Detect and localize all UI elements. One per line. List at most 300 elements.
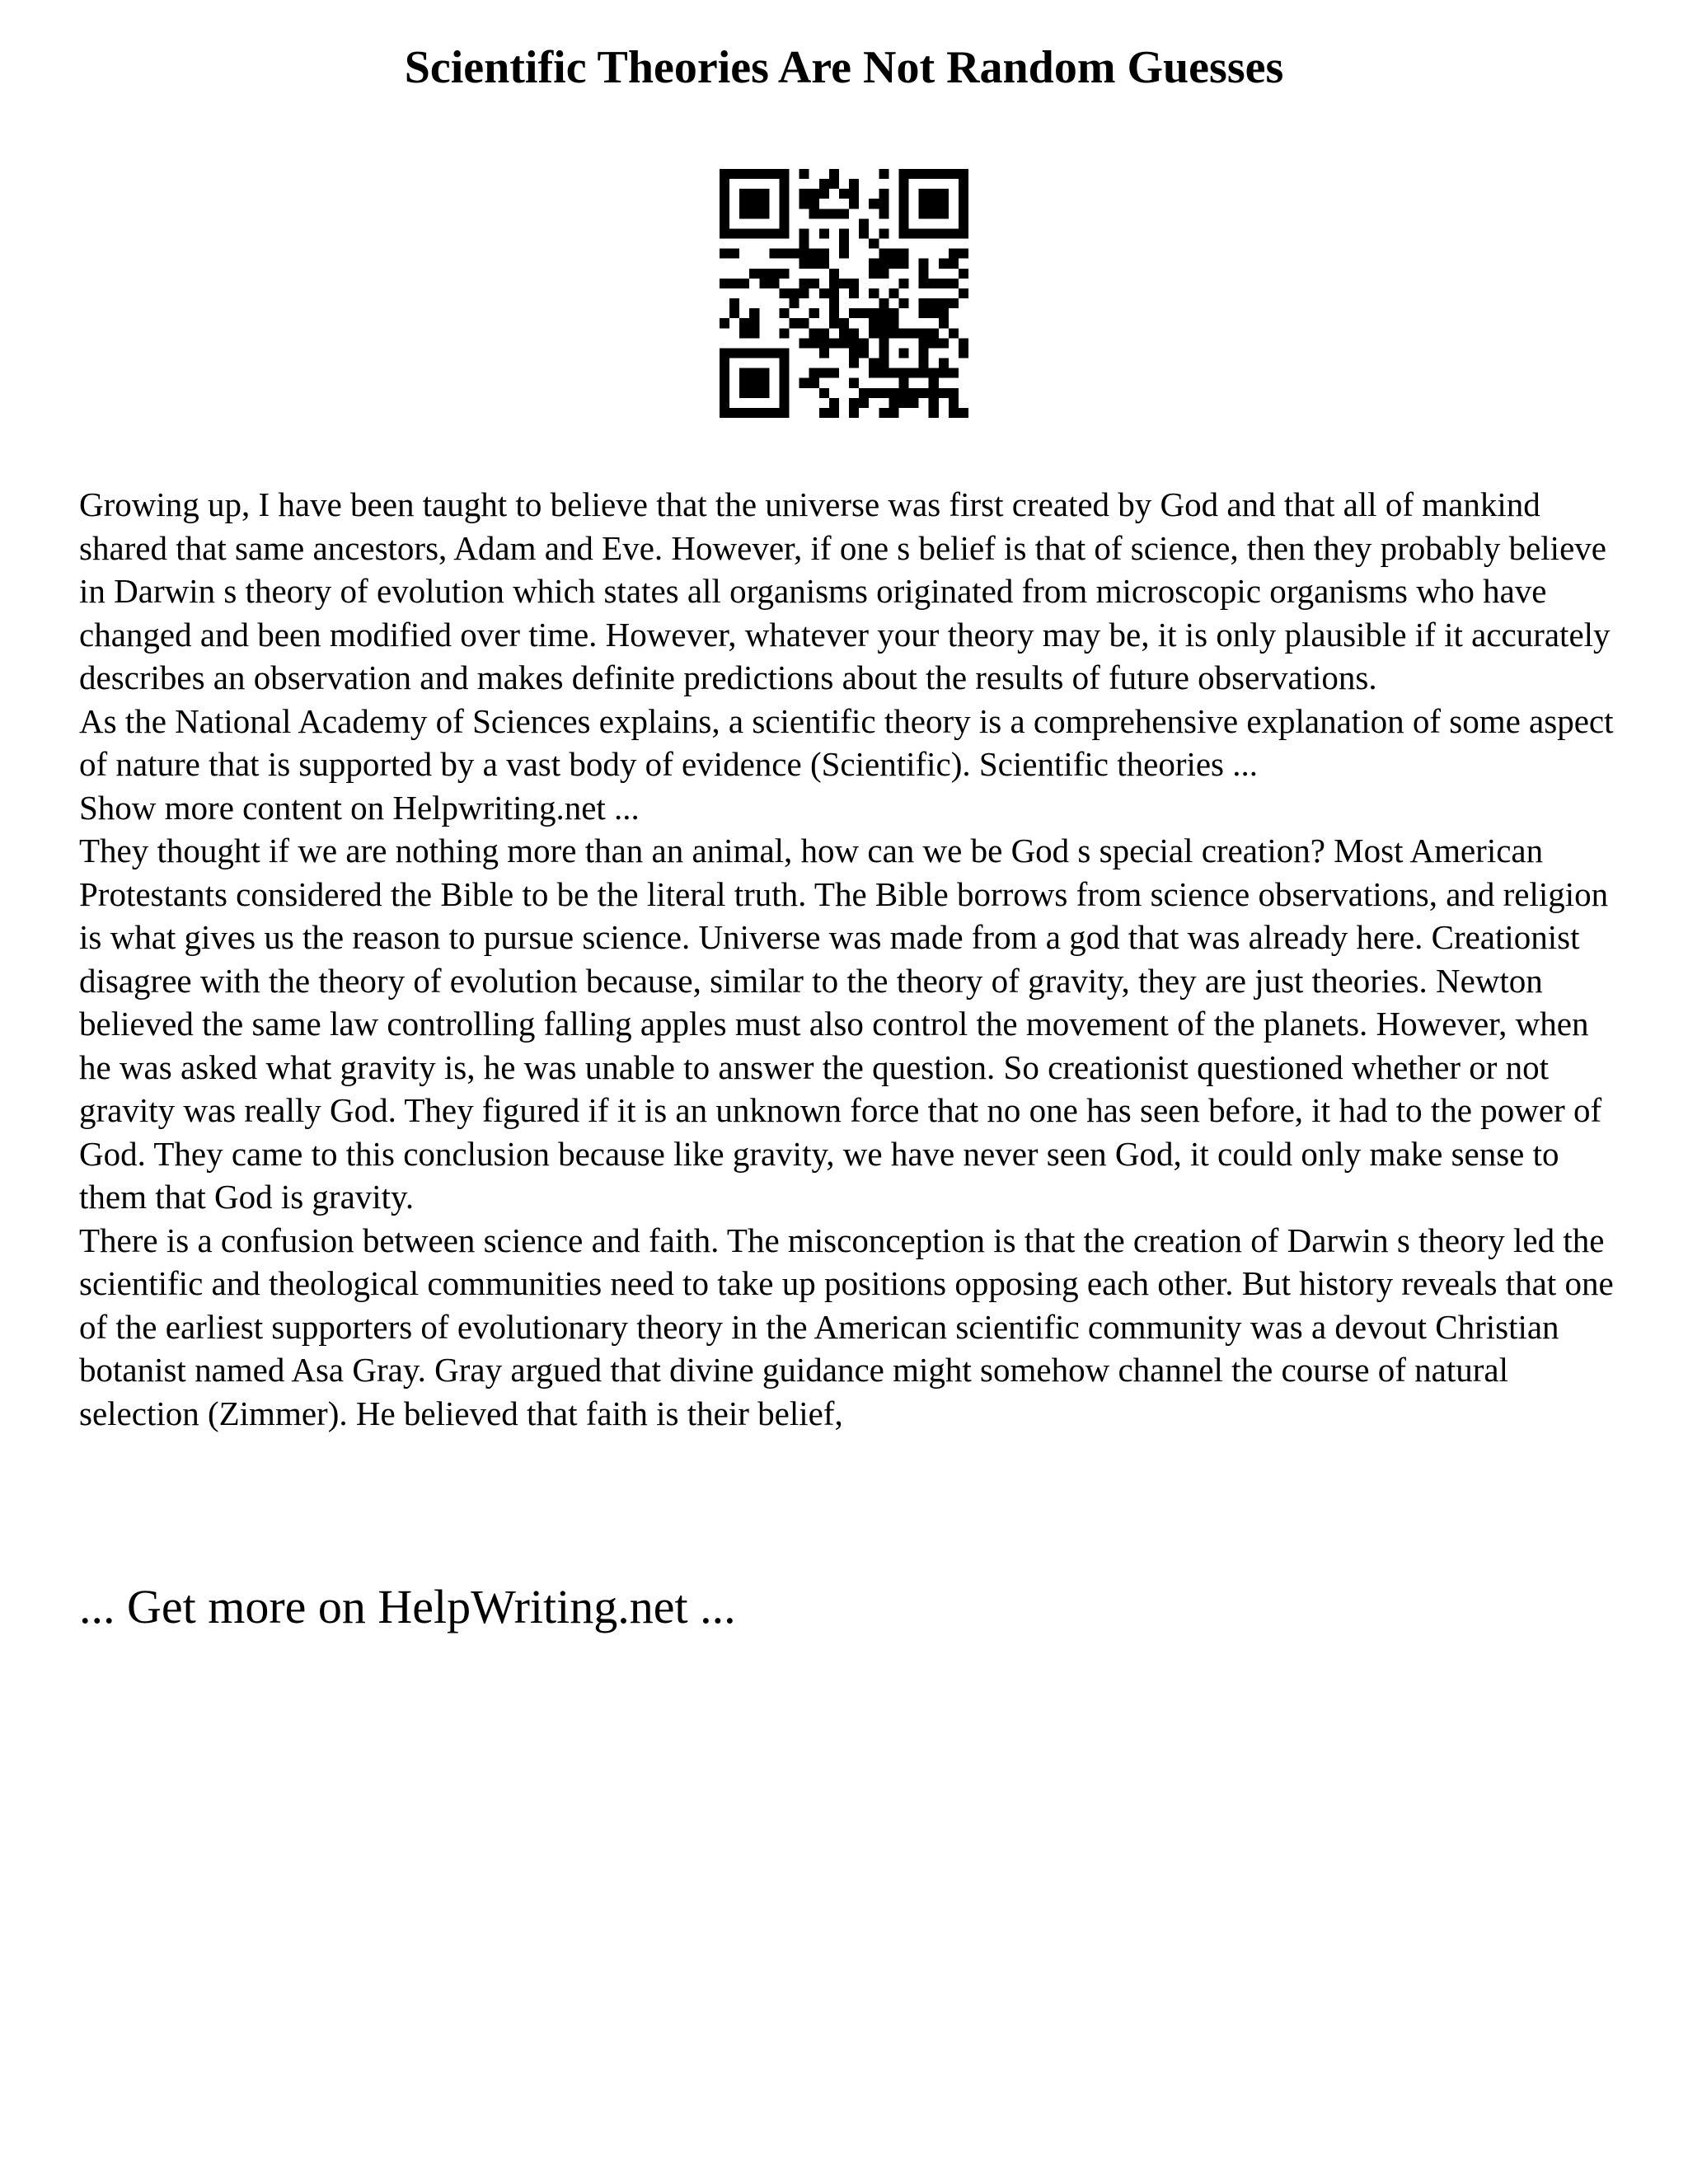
qr-module [939, 259, 949, 269]
qr-module [749, 388, 759, 398]
qr-module [779, 179, 789, 189]
qr-module [729, 298, 739, 308]
qr-module [879, 359, 889, 368]
qr-module [729, 348, 739, 358]
qr-module [819, 388, 829, 398]
qr-module [720, 249, 729, 259]
paragraph: Growing up, I have been taught to believe that the universe was first created by God and that all of mankind shared that same ancestors, Adam and Eve. However, if one s belief is that of science, then they probably believe in Darwin s theory of evolution which states all organisms originated from microscopic organisms who have changed and been modified over time. However, whatever your theory may be, it is only plausible if it accurately describes an observation and makes definite predictions about the results of future observations. [79, 485, 1611, 696]
page-title: Scientific Theories Are Not Random Guesses [404, 42, 1284, 93]
qr-module [779, 169, 789, 179]
qr-module [898, 348, 908, 358]
qr-module [889, 308, 898, 318]
qr-module [929, 169, 939, 179]
qr-module [939, 308, 949, 318]
qr-module [819, 249, 829, 259]
qr-module [779, 209, 789, 218]
qr-module [949, 368, 959, 378]
qr-module [859, 308, 869, 318]
qr-module [779, 308, 789, 318]
qr-module [879, 298, 889, 308]
qr-module [959, 269, 968, 279]
qr-module [839, 249, 849, 259]
qr-module [898, 368, 908, 378]
qr-module [829, 209, 839, 218]
qr-module [859, 338, 869, 348]
qr-module [889, 408, 898, 418]
qr-module [898, 179, 908, 189]
qr-module [879, 249, 889, 259]
qr-module [939, 279, 949, 288]
qr-module [919, 368, 929, 378]
qr-module [839, 318, 849, 328]
qr-module [919, 308, 929, 318]
qr-module [769, 348, 779, 358]
qr-module [729, 249, 739, 259]
qr-module [799, 378, 809, 388]
qr-module [749, 348, 759, 358]
qr-module [959, 408, 968, 418]
qr-module [720, 318, 729, 328]
qr-module [720, 359, 729, 368]
qr-module [809, 259, 819, 269]
qr-module [849, 279, 859, 288]
qr-module [759, 199, 769, 209]
qr-module [749, 378, 759, 388]
qr-module [898, 209, 908, 218]
qr-module [929, 388, 939, 398]
qr-code-graphic [720, 169, 968, 418]
qr-module [839, 279, 849, 288]
qr-module [799, 338, 809, 348]
qr-module [729, 228, 739, 238]
qr-module [949, 388, 959, 398]
qr-module [739, 228, 749, 238]
paragraph: As the National Academy of Sciences explains, a scientific theory is a comprehensive explanation of some aspect of nature that is supported by a vast body of evidence (Scientific). Scientific theories ... [79, 701, 1614, 783]
qr-module [939, 318, 949, 328]
qr-module [819, 228, 829, 238]
qr-module [720, 199, 729, 209]
qr-module [949, 259, 959, 269]
qr-module [759, 269, 769, 279]
qr-module [929, 338, 939, 348]
qr-module [919, 279, 929, 288]
qr-module [939, 199, 949, 209]
qr-module [898, 298, 908, 308]
qr-module [898, 279, 908, 288]
qr-module [929, 378, 939, 388]
qr-module [799, 169, 809, 179]
qr-module [749, 189, 759, 199]
qr-module [959, 209, 968, 218]
qr-module [839, 338, 849, 348]
qr-module [959, 179, 968, 189]
qr-module [869, 269, 879, 279]
qr-module [879, 348, 889, 358]
qr-module [799, 189, 809, 199]
qr-module [769, 269, 779, 279]
qr-module [859, 218, 869, 228]
qr-module [939, 368, 949, 378]
qr-module [919, 269, 929, 279]
qr-module [949, 169, 959, 179]
qr-module [759, 408, 769, 418]
qr-module [879, 259, 889, 269]
qr-module [929, 228, 939, 238]
qr-module [799, 279, 809, 288]
qr-module [869, 359, 879, 368]
qr-module [769, 408, 779, 418]
qr-module [790, 288, 799, 298]
qr-module [879, 338, 889, 348]
qr-module [919, 348, 929, 358]
qr-module [869, 328, 879, 338]
qr-module [739, 378, 749, 388]
qr-module [779, 388, 789, 398]
qr-module [720, 348, 729, 358]
qr-module [769, 279, 779, 288]
qr-module [949, 398, 959, 408]
qr-module [739, 189, 749, 199]
qr-module [829, 269, 839, 279]
qr-module [898, 378, 908, 388]
qr-module [849, 359, 859, 368]
qr-module [749, 269, 759, 279]
qr-module [720, 209, 729, 218]
qr-module [949, 328, 959, 338]
qr-module [959, 338, 968, 348]
qr-module [859, 228, 869, 238]
qr-module [749, 308, 759, 318]
qr-module [869, 368, 879, 378]
qr-module [809, 209, 819, 218]
qr-module [939, 298, 949, 308]
qr-module [919, 259, 929, 269]
qr-module [819, 288, 829, 298]
qr-module [819, 348, 829, 358]
qr-module [919, 199, 929, 209]
qr-module [949, 279, 959, 288]
qr-module [779, 368, 789, 378]
qr-module [809, 189, 819, 199]
qr-module [919, 228, 929, 238]
qr-module [779, 228, 789, 238]
qr-module [720, 228, 729, 238]
qr-module [909, 169, 919, 179]
qr-module [779, 348, 789, 358]
qr-module [819, 328, 829, 338]
qr-module [759, 348, 769, 358]
qr-module [889, 288, 898, 298]
qr-module [849, 408, 859, 418]
qr-module [949, 298, 959, 308]
qr-module [929, 298, 939, 308]
qr-module [859, 398, 869, 408]
qr-module [829, 279, 839, 288]
qr-module [819, 368, 829, 378]
qr-module [869, 199, 879, 209]
qr-module [889, 318, 898, 328]
qr-module [720, 218, 729, 228]
qr-module [809, 279, 819, 288]
qr-module [829, 398, 839, 408]
qr-module [749, 209, 759, 218]
qr-module [769, 249, 779, 259]
qr-module [839, 209, 849, 218]
qr-module [809, 368, 819, 378]
qr-module [759, 228, 769, 238]
qr-module [909, 228, 919, 238]
qr-module [949, 249, 959, 259]
qr-module [919, 169, 929, 179]
qr-module [769, 169, 779, 179]
qr-module [849, 348, 859, 358]
qr-module [779, 249, 789, 259]
qr-module [819, 209, 829, 218]
qr-module [759, 189, 769, 199]
qr-module [739, 169, 749, 179]
qr-module [939, 338, 949, 348]
qr-module [779, 328, 789, 338]
qr-module [799, 318, 809, 328]
qr-module [949, 408, 959, 418]
qr-module [929, 308, 939, 318]
qr-module [959, 249, 968, 259]
qr-module [729, 308, 739, 318]
qr-module [720, 169, 729, 179]
qr-module [829, 318, 839, 328]
qr-module [729, 169, 739, 179]
get-more-link[interactable]: ... Get more on HelpWriting.net ... [79, 1580, 736, 1633]
qr-module [809, 338, 819, 348]
qr-module [879, 189, 889, 199]
qr-module [849, 199, 859, 209]
qr-module [779, 269, 789, 279]
qr-module [779, 398, 789, 408]
qr-module [759, 378, 769, 388]
qr-module [919, 189, 929, 199]
qr-module [720, 279, 729, 288]
qr-module [959, 348, 968, 358]
qr-module [898, 398, 908, 408]
qr-module [729, 408, 739, 418]
qr-module [929, 209, 939, 218]
qr-module [939, 169, 949, 179]
qr-module [879, 269, 889, 279]
qr-module [849, 378, 859, 388]
qr-module [749, 328, 759, 338]
qr-module [759, 368, 769, 378]
qr-module [879, 368, 889, 378]
qr-module [929, 328, 939, 338]
qr-module [749, 408, 759, 418]
qr-module [889, 249, 898, 259]
qr-module [779, 189, 789, 199]
qr-module [959, 288, 968, 298]
qr-module [829, 408, 839, 418]
qr-module [769, 228, 779, 238]
qr-module [959, 199, 968, 209]
qr-module [919, 328, 929, 338]
qr-module [869, 288, 879, 298]
qr-module [759, 169, 769, 179]
qr-module [879, 199, 889, 209]
qr-module [799, 228, 809, 238]
qr-module [739, 279, 749, 288]
qr-module [829, 298, 839, 308]
qr-module [739, 318, 749, 328]
qr-module [869, 239, 879, 249]
qr-module [749, 318, 759, 328]
qr-module [809, 249, 819, 259]
qr-module [879, 408, 889, 418]
qr-module [720, 398, 729, 408]
qr-module [720, 378, 729, 388]
qr-module [849, 398, 859, 408]
qr-module [919, 298, 929, 308]
qr-module [849, 288, 859, 298]
qr-module [898, 189, 908, 199]
article-body [79, 483, 1629, 1435]
qr-module [799, 199, 809, 209]
qr-module [829, 288, 839, 298]
qr-module [799, 259, 809, 269]
qr-module [879, 209, 889, 218]
qr-module [790, 318, 799, 328]
qr-module [869, 318, 879, 328]
qr-module [849, 338, 859, 348]
qr-module [739, 348, 749, 358]
qr-module [809, 308, 819, 318]
qr-module [898, 388, 908, 398]
qr-module [929, 189, 939, 199]
qr-module [829, 368, 839, 378]
qr-module [929, 398, 939, 408]
qr-module [889, 398, 898, 408]
qr-module [869, 388, 879, 398]
qr-module [729, 279, 739, 288]
qr-module [809, 199, 819, 209]
qr-module [809, 378, 819, 388]
qr-module [739, 388, 749, 398]
qr-module [849, 189, 859, 199]
qr-module [779, 288, 789, 298]
qr-module [829, 169, 839, 179]
qr-module [909, 368, 919, 378]
qr-module [898, 228, 908, 238]
qr-module [720, 179, 729, 189]
qr-module [839, 228, 849, 238]
qr-module [779, 378, 789, 388]
qr-module [929, 199, 939, 209]
qr-module [919, 338, 929, 348]
qr-module [779, 359, 789, 368]
qr-module [939, 388, 949, 398]
qr-module [919, 209, 929, 218]
qr-module [749, 169, 759, 179]
qr-module [959, 169, 968, 179]
paragraph: They thought if we are nothing more than an animal, how can we be God s special creation? Most American Protestants considered the Bible to be the literal truth. The Bible borrows from science observations, and religion is what gives us the reason to pursue science. Universe was made from a god that was already here. Creationist disagree with the theory of evolution because, similar to the theory of gravity, they are just theories. Newton believed the same law controlling falling apples must also control the movement of the planets. However, when he was asked what gravity is, he was unable to answer the question. So creationist questioned whether or not gravity was really God. They figured if it is an unknown force that no one has seen before, it had to the power of God. They came to this conclusion because like gravity, we have never seen God, it could only make sense to them that God is gravity. [79, 832, 1609, 1216]
qr-module [859, 348, 869, 358]
qr-module [929, 368, 939, 378]
qr-module [790, 298, 799, 308]
qr-module [749, 199, 759, 209]
qr-module [779, 218, 789, 228]
qr-module [720, 368, 729, 378]
qr-module [809, 328, 819, 338]
paragraph: There is a confusion between science and faith. The misconception is that the creation of Darwin s theory led the scientific and theological communities need to take up positions opposing each other. But history reveals that one of the earliest supporters of evolutionary theory in the American scientific community was a devout Christian botanist named Asa Gray. Gray argued that divine guidance might somehow channel the course of natural selection (Zimmer). He believed that faith is their belief, [79, 1221, 1614, 1432]
qr-module [919, 359, 929, 368]
qr-module [749, 368, 759, 378]
qr-module [829, 338, 839, 348]
qr-module [898, 169, 908, 179]
qr-module [939, 359, 949, 368]
qr-module [898, 259, 908, 269]
qr-module [939, 228, 949, 238]
qr-module [819, 338, 829, 348]
qr-module [759, 209, 769, 218]
qr-code-icon[interactable] [720, 169, 968, 418]
qr-module [739, 408, 749, 418]
qr-module [909, 328, 919, 338]
qr-module [909, 388, 919, 398]
qr-module [869, 259, 879, 269]
qr-module [720, 189, 729, 199]
qr-module [849, 179, 859, 189]
qr-module [829, 179, 839, 189]
qr-module [849, 328, 859, 338]
qr-module [879, 169, 889, 179]
qr-module [909, 398, 919, 408]
qr-module [939, 189, 949, 199]
qr-module [779, 199, 789, 209]
qr-module [889, 259, 898, 269]
qr-module [898, 218, 908, 228]
qr-module [829, 308, 839, 318]
qr-module [879, 228, 889, 238]
qr-module [849, 308, 859, 318]
qr-module [739, 328, 749, 338]
qr-module [759, 279, 769, 288]
qr-module [898, 199, 908, 209]
qr-module [929, 279, 939, 288]
qr-module [898, 328, 908, 338]
qr-module [889, 388, 898, 398]
qr-module [959, 189, 968, 199]
qr-module [879, 308, 889, 318]
qr-module [939, 209, 949, 218]
qr-module [839, 189, 849, 199]
qr-module [790, 249, 799, 259]
qr-module [889, 368, 898, 378]
qr-module [739, 209, 749, 218]
qr-module [739, 199, 749, 209]
qr-module [819, 179, 829, 189]
qr-module [919, 388, 929, 398]
qr-module [929, 408, 939, 418]
qr-module [819, 408, 829, 418]
qr-module [959, 218, 968, 228]
show-more-link[interactable]: Show more content on Helpwriting.net ... [79, 788, 640, 827]
qr-module [759, 388, 769, 398]
qr-module [879, 388, 889, 398]
qr-module [799, 288, 809, 298]
qr-module [819, 189, 829, 199]
qr-module [749, 228, 759, 238]
qr-module [720, 408, 729, 418]
qr-module [869, 308, 879, 318]
qr-module [739, 368, 749, 378]
qr-module [799, 239, 809, 249]
